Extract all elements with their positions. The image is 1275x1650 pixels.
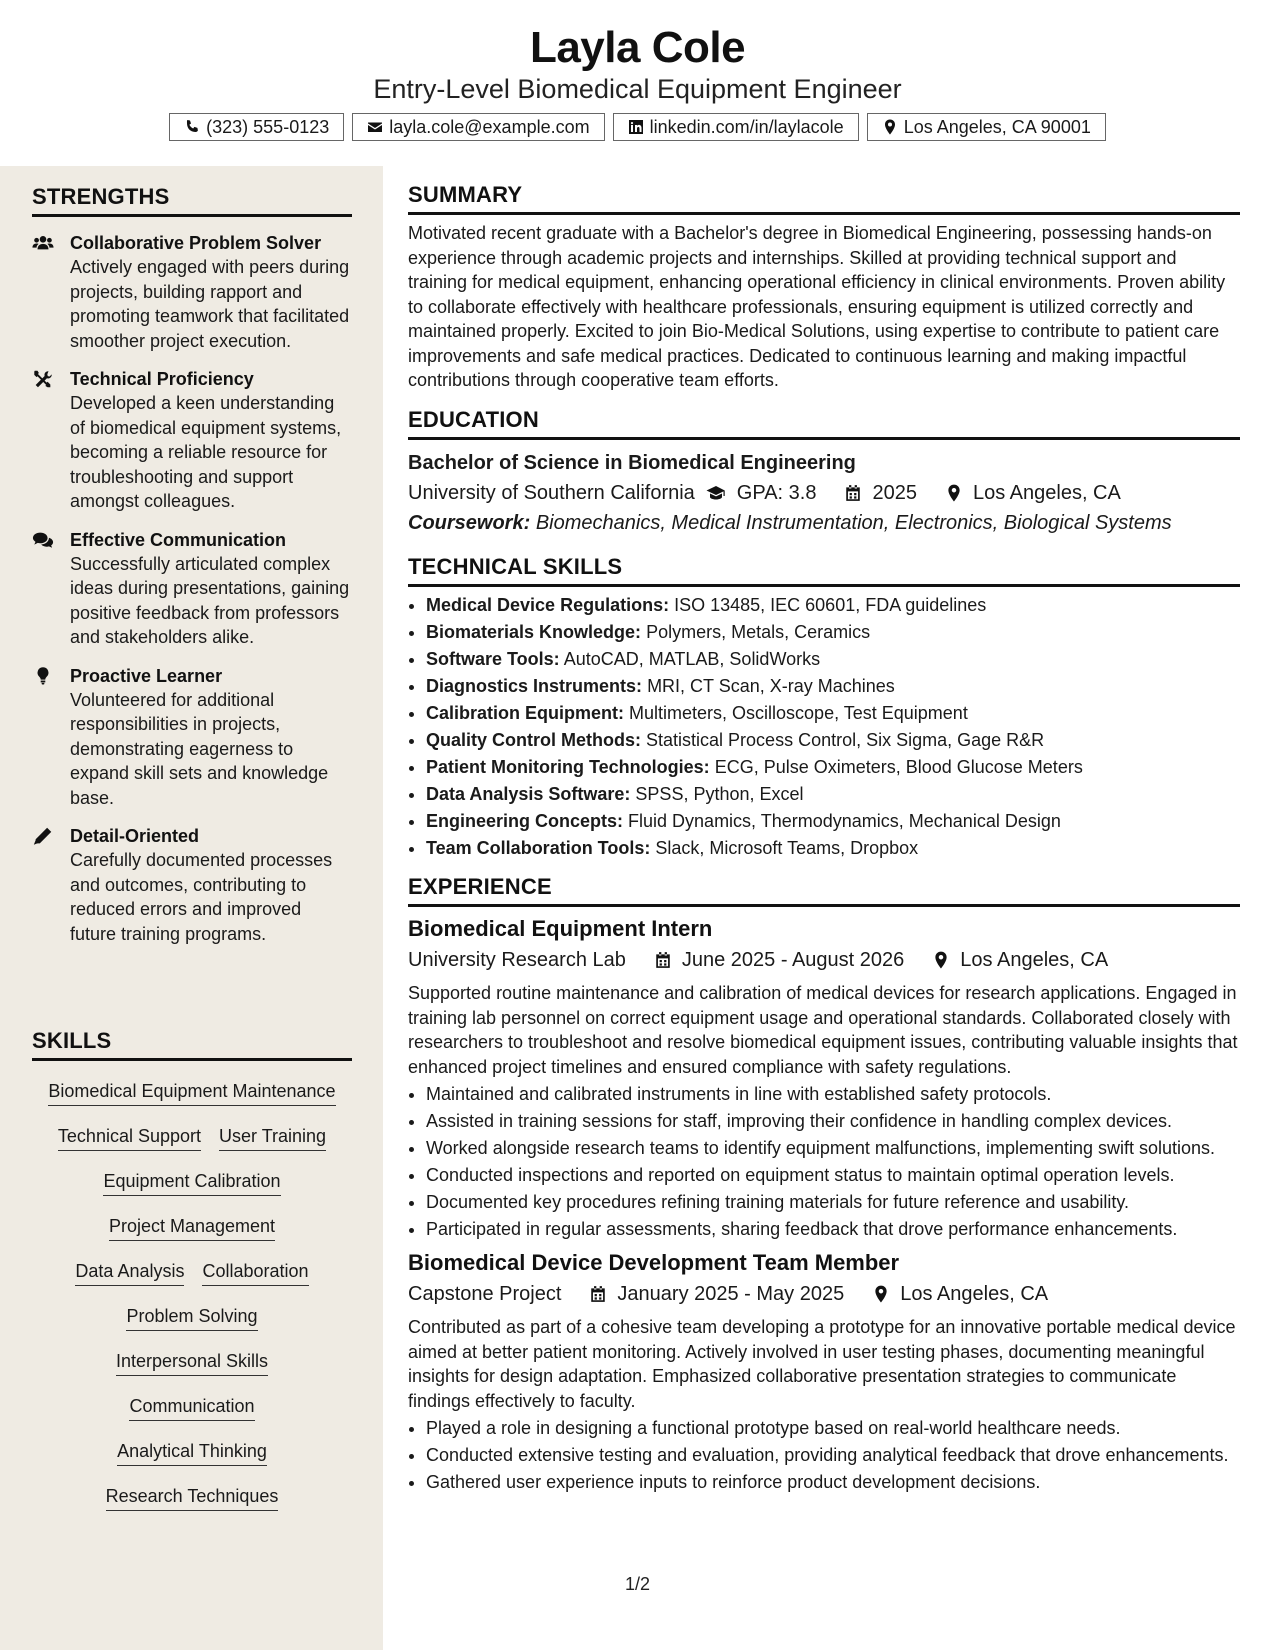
tech-skill-value: ISO 13485, IEC 60601, FDA guidelines [674, 594, 987, 615]
strength-item [32, 824, 352, 946]
tech-skill-label: Biomaterials Knowledge: [426, 621, 642, 642]
tech-skill-value: Polymers, Metals, Ceramics [646, 621, 871, 642]
strength-title: Effective Communication [70, 529, 287, 550]
skill-tag: Research Techniques [106, 1485, 279, 1511]
school-name: University of Southern California [408, 481, 695, 504]
strength-item [32, 231, 352, 353]
job-bullet: • Participated in regular assessments, sharing feedback that drove performance enhancements. [426, 1217, 1240, 1242]
strength-title: Proactive Learner [70, 665, 223, 686]
tech-skill-label: Software Tools: [426, 648, 560, 669]
contact-email[interactable] [352, 113, 604, 141]
lightbulb-icon [32, 666, 54, 686]
job-entry [408, 915, 1240, 1241]
skills-row [32, 1305, 352, 1331]
tech-skill-label: Patient Monitoring Technologies: [426, 756, 710, 777]
linkedin-icon [628, 119, 644, 135]
tech-skill-label: Quality Control Methods: [426, 729, 641, 750]
tech-skill-value: MRI, CT Scan, X-ray Machines [647, 675, 895, 696]
map-pin-icon [945, 484, 963, 502]
tech-skill-item [426, 674, 1240, 699]
job-bullet: • Documented key procedures refining training materials for future reference and usability. [426, 1190, 1240, 1215]
candidate-title: Entry-Level Biomedical Equipment Engineer [373, 74, 902, 104]
summary-text: Motivated recent graduate with a Bachelor's degree in Biomedical Engineering, possessing hands-on experience through academic projects and internships. Skilled at providing technical support and training for medical equipment, enhancing operational efficiency in clinical environments. Proven ability to collaborate effectively with healthcare professionals, ensuring equipment is utilized correctly and maintained properly. Excited to join Bio-Medical Solutions, using expertise to contribute to patient care improvements and safe medical practices. Dedicated to continuous learning and making impactful contributions through cooperative team efforts. [408, 223, 1226, 390]
job-bullet: • Maintained and calibrated instruments in line with established safety protocols. [426, 1082, 1240, 1107]
education-heading: EDUCATION [408, 407, 1240, 440]
linkedin-text: linkedin.com/in/laylacole [649, 116, 844, 137]
tech-skill-label: Engineering Concepts: [426, 810, 624, 831]
chat-icon [32, 530, 54, 550]
job-meta [408, 945, 1240, 975]
job-dates: January 2025 - May 2025 [617, 1283, 845, 1305]
calendar-icon [654, 951, 672, 969]
skill-tag: Collaboration [202, 1260, 308, 1286]
graduation-cap-icon [705, 484, 727, 502]
tech-skill-item [426, 836, 1240, 861]
degree-title: Bachelor of Science in Biomedical Engineering [408, 451, 856, 474]
skills-row [32, 1170, 352, 1196]
experience-heading: EXPERIENCE [408, 874, 1240, 907]
resume-header [0, 0, 1275, 166]
tech-skill-item [426, 620, 1240, 645]
envelope-icon [367, 119, 383, 135]
tech-skill-value: Statistical Process Control, Six Sigma, Gage R&R [646, 729, 1045, 750]
tech-skill-value: SPSS, Python, Excel [635, 783, 804, 804]
tools-icon [32, 369, 54, 389]
skills-row [32, 1350, 352, 1376]
calendar-icon [844, 484, 862, 502]
tech-skill-item [426, 755, 1240, 780]
page-number: 1/2 [624, 1574, 651, 1594]
users-icon [32, 233, 54, 253]
job-bullet: • Gathered user experience inputs to reinforce product development decisions. [426, 1470, 1240, 1495]
job-entry [408, 1249, 1240, 1494]
strength-title: Collaborative Problem Solver [70, 233, 322, 253]
job-bullet: • Conducted extensive testing and evaluation, providing analytical feedback that drove enhancements. [426, 1443, 1240, 1468]
skills-row [32, 1125, 352, 1151]
strengths-heading: STRENGTHS [32, 184, 352, 217]
tech-skill-item [426, 647, 1240, 672]
coursework-text: Biomechanics, Medical Instrumentation, Electronics, Biological Systems [535, 511, 1172, 534]
tech-skill-label: Data Analysis Software: [426, 783, 631, 804]
tech-skill-value: Multimeters, Oscilloscope, Test Equipment [629, 702, 968, 723]
email-text: layla.cole@example.com [389, 116, 590, 137]
skill-tag: Technical Support [58, 1125, 201, 1151]
strength-description: Developed a keen understanding of biomedical equipment systems, becoming a reliable resource for troubleshooting and support amongst colleagues. [70, 393, 342, 511]
strength-title: Technical Proficiency [70, 369, 254, 389]
strength-description: Volunteered for additional responsibilities in projects, demonstrating eagerness to expand skill sets and knowledge base. [70, 689, 329, 808]
strengths-section [32, 184, 352, 946]
coursework-line [408, 508, 1240, 538]
skill-tag: Project Management [109, 1215, 275, 1241]
calendar-icon [589, 1285, 607, 1303]
job-bullet: • Worked alongside research teams to identify equipment malfunctions, implementing swift solutions. [426, 1136, 1240, 1161]
tech-skill-item [426, 782, 1240, 807]
job-location: Los Angeles, CA [900, 1283, 1049, 1305]
skills-row [32, 1485, 352, 1511]
map-pin-icon [932, 951, 950, 969]
strength-description: Successfully articulated complex ideas during presentations, gaining positive feedback from professors and stakeholders alike. [70, 553, 350, 647]
location-text: Los Angeles, CA 90001 [903, 116, 1091, 137]
school-location: Los Angeles, CA [972, 481, 1121, 504]
strength-description: Actively engaged with peers during projects, building rapport and promoting teamwork that facilitated smoother project execution. [70, 257, 350, 351]
map-pin-icon [882, 119, 898, 135]
tech-skill-item [426, 809, 1240, 834]
strength-item [32, 664, 352, 811]
job-org: Capstone Project [408, 1283, 562, 1305]
tech-skill-item [426, 728, 1240, 753]
main-content [408, 182, 1240, 1497]
summary-heading: SUMMARY [408, 182, 1240, 215]
job-title: Biomedical Equipment Intern [408, 916, 713, 941]
job-title: Biomedical Device Development Team Member [408, 1250, 900, 1275]
tech-skill-label: Team Collaboration Tools: [426, 837, 651, 858]
tech-skill-label: Diagnostics Instruments: [426, 675, 643, 696]
skill-tag: Interpersonal Skills [116, 1350, 268, 1376]
pencil-icon [32, 826, 54, 846]
strength-item [32, 528, 352, 650]
skill-tag: Data Analysis [75, 1260, 184, 1286]
graduation-year: 2025 [872, 481, 917, 504]
job-location: Los Angeles, CA [960, 949, 1109, 971]
job-bullets [408, 1416, 1240, 1495]
skill-tag: Analytical Thinking [117, 1440, 267, 1466]
coursework-label: Coursework: [408, 511, 531, 534]
skills-row [32, 1395, 352, 1421]
job-dates: June 2025 - August 2026 [681, 949, 905, 971]
strength-item [32, 367, 352, 514]
tech-skill-item [426, 593, 1240, 618]
tech-skill-value: AutoCAD, MATLAB, SolidWorks [563, 648, 821, 669]
tech-skill-label: Calibration Equipment: [426, 702, 624, 723]
phone-text: (323) 555-0123 [206, 116, 330, 137]
tech-skill-item [426, 701, 1240, 726]
tech-skill-value: Slack, Microsoft Teams, Dropbox [655, 837, 919, 858]
technical-skills-heading: TECHNICAL SKILLS [408, 554, 1240, 587]
job-org: University Research Lab [408, 949, 626, 971]
job-bullets [408, 1082, 1240, 1242]
education-meta [408, 478, 1240, 508]
map-pin-icon [872, 1285, 890, 1303]
skill-tag: Communication [129, 1395, 254, 1421]
skills-section [32, 1028, 352, 1511]
skill-tag: User Training [219, 1125, 326, 1151]
strength-title: Detail-Oriented [70, 826, 200, 846]
job-bullet: • Conducted inspections and reported on equipment status to maintain optimal operation levels. [426, 1163, 1240, 1188]
contact-linkedin[interactable] [613, 113, 859, 141]
sidebar [0, 166, 383, 1650]
skill-tag: Equipment Calibration [103, 1170, 280, 1196]
contact-location[interactable] [867, 113, 1106, 141]
skills-row [32, 1440, 352, 1466]
skill-tag: Problem Solving [126, 1305, 257, 1331]
tech-skill-value: Fluid Dynamics, Thermodynamics, Mechanical Design [628, 810, 1061, 831]
job-bullet: • Assisted in training sessions for staff, improving their confidence in handling complex devices. [426, 1109, 1240, 1134]
contact-phone[interactable] [169, 113, 344, 141]
strength-description: Carefully documented processes and outcomes, contributing to reduced errors and improved future training programs. [70, 850, 333, 944]
technical-skills-list [408, 593, 1240, 861]
tech-skill-value: ECG, Pulse Oximeters, Blood Glucose Meters [714, 756, 1083, 777]
job-bullet: • Played a role in designing a functional prototype based on real-world healthcare needs. [426, 1416, 1240, 1441]
job-description: Contributed as part of a cohesive team developing a prototype for an innovative portable medical device aimed at better patient monitoring. Actively involved in user testing phases, documenting meaningful insights for design adaptation. Emphasized collaborative presentation strategies to communicate findings effectively to faculty. [408, 1317, 1236, 1411]
job-description: Supported routine maintenance and calibration of medical devices for research applications. Engaged in training lab personnel on correct equipment usage and operational standards. Collaborated closely with researchers to troubleshoot and resolve biomedical equipment issues, contributing valuable insights that enhanced project timelines and ensured compliance with safety regulations. [408, 983, 1238, 1077]
candidate-name: Layla Cole [529, 23, 746, 72]
skills-row [32, 1260, 352, 1286]
phone-icon [184, 119, 200, 135]
job-meta [408, 1279, 1240, 1309]
skills-row [32, 1080, 352, 1106]
gpa-text: GPA: 3.8 [736, 481, 817, 504]
tech-skill-label: Medical Device Regulations: [426, 594, 670, 615]
skill-tag: Biomedical Equipment Maintenance [48, 1080, 335, 1106]
skills-row [32, 1215, 352, 1241]
skills-heading: SKILLS [32, 1028, 352, 1061]
contact-bar [0, 113, 1275, 141]
